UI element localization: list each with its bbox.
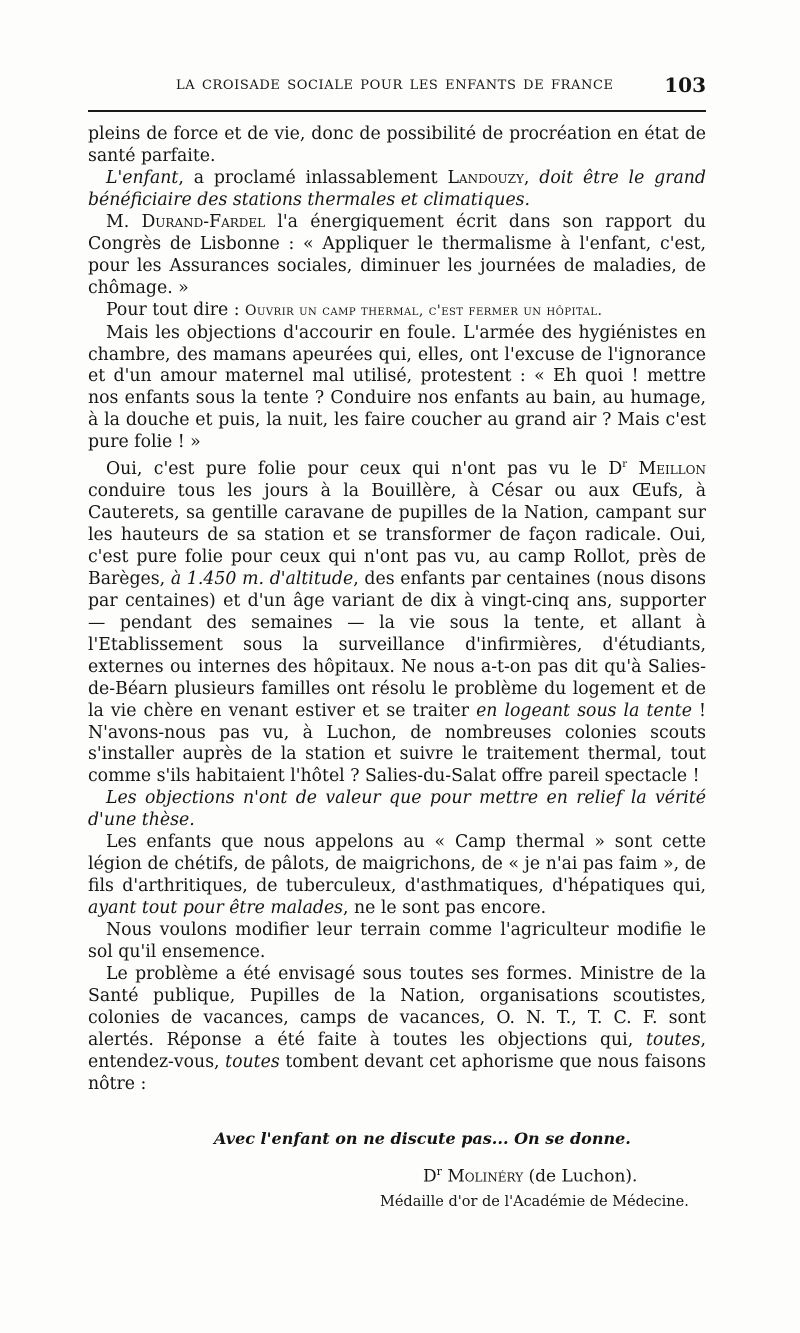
- author-name: Durand-Fardel: [141, 211, 266, 232]
- superscript: r: [622, 459, 628, 471]
- paragraph: [88, 788, 706, 832]
- italic-text: L'enfant: [106, 167, 179, 188]
- paragraph-text: , des enfants par centaines (nous disons par centaines) et d'un âge variant de dix à vingt-cinq ans, supporter — pendant des semaines — la vie sous la tente, et allant à l'Etablissement sous la surveillance d'infirmières, d'étudiants, externes ou internes des hôpitaux. Ne nous a-t-on pas dit qu'à Salies-de-Béarn plusieurs familles ont résolu le problème du logement et de la vie chère en venant estiver et se traiter: [88, 568, 706, 721]
- body-text: [88, 124, 706, 1096]
- running-title: LA CROISADE SOCIALE POUR LES ENFANTS DE FRANCE: [176, 78, 614, 93]
- paragraph-text: , entendez-vous,: [88, 1029, 706, 1072]
- page-number: 103: [664, 73, 706, 97]
- italic-text: à 1.450 m. d'altitude: [170, 568, 354, 589]
- paragraph: [88, 168, 706, 212]
- paragraph-text: Nous voulons modifier leur terrain comme l'agriculteur modifie le sol qu'il ensemence.: [88, 920, 706, 963]
- paragraph-text: Oui, c'est pure folie pour ceux qui n'ont pas vu le D: [106, 459, 623, 480]
- paragraph: [88, 124, 706, 168]
- paragraph: [88, 323, 706, 455]
- motto: Avec l'enfant on ne discute pas... On se donne.: [214, 1129, 631, 1148]
- paragraph-text: ! N'avons-nous pas vu, à Luchon, de nombreuses colonies scouts s'installer auprès de la station et suivre le traitement thermal, tout comme s'ils habitaient l'hôtel ? Salies-du-Salat offre pareil spectacle !: [88, 700, 706, 787]
- paragraph-text: M.: [106, 211, 142, 232]
- paragraph-text: tombent devant cet aphorisme que nous faisons nôtre :: [88, 1051, 707, 1094]
- small-caps-slogan: Ouvrir un camp thermal, c'est fermer un hôpital.: [245, 302, 603, 319]
- paragraph-text: , ne le sont pas encore.: [343, 898, 547, 919]
- paragraph: [88, 964, 706, 1096]
- affiliation: Médaille d'or de l'Académie de Médecine.: [380, 1194, 689, 1210]
- paragraph-text: Les enfants que nous appelons au « Camp thermal » sont cette légion de chétifs, de pâlots, de maigrichons, de « je n'ai pas faim », de fils d'arthritiques, de tuberculeux, d'asthmatiques, d'hépatiques qui,: [88, 832, 706, 897]
- italic-text: ayant tout pour être malades: [88, 898, 344, 919]
- paragraph-text: conduire tous les jours à la Bouillère, à César ou aux Œufs, à Cauterets, sa gentille caravane de pupilles de la Nation, campant sur les hauteurs de sa station et se transformer de façon radicale. Oui, c'est pure folie pour ceux qui n'ont pas vu, au camp Rollot, près de Barèges,: [88, 481, 706, 589]
- paragraph-text: ,: [523, 167, 540, 188]
- italic-text: Les objections n'ont de valeur que pour mettre en relief la vérité d'une thèse.: [88, 788, 706, 831]
- signature-name: Molinéry: [447, 1166, 524, 1187]
- paragraph: [88, 832, 706, 920]
- italic-text: toutes: [645, 1029, 701, 1050]
- signature: [423, 1165, 637, 1187]
- paragraph: [88, 300, 706, 323]
- paragraph: [88, 212, 706, 300]
- paragraph-text: l'a énergiquement écrit dans son rapport du Congrès de Lisbonne : « Appliquer le thermalisme à l'enfant, c'est, pour les Assurances sociales, diminuer les journées de maladies, de chômage. »: [88, 211, 706, 298]
- paragraph-text: Mais les objections d'accourir en foule. L'armée des hygiénistes en chambre, des mamans apeurées qui, elles, ont l'excuse de l'ignorance et d'un amour maternel mal utilisé, protestent : « Eh quoi ! mettre nos enfants sous la tente ? Conduire nos enfants au bain, au humage, à la douche et puis, la nuit, les faire coucher au grand air ? Mais c'est pure folie ! »: [88, 322, 706, 453]
- paragraph-text: pleins de force et de vie, donc de possibilité de procréation en état de santé parfaite.: [88, 124, 706, 166]
- italic-text: doit être le grand bénéficiaire des stations thermales et climatiques.: [88, 167, 706, 210]
- author-name: Meillon: [638, 459, 706, 480]
- paragraph-text: , a proclamé inlassablement: [178, 167, 448, 188]
- signature-title: D: [423, 1166, 437, 1187]
- italic-text: en logeant sous la tente: [476, 700, 692, 721]
- superscript: r: [436, 1165, 442, 1178]
- paragraph: [88, 454, 706, 788]
- paragraph: [88, 920, 706, 964]
- italic-text: toutes: [225, 1051, 280, 1072]
- paragraph-text: Pour tout dire :: [106, 299, 246, 320]
- header-rule: [88, 110, 706, 112]
- signature-place: (de Luchon).: [528, 1166, 638, 1187]
- author-name: Landouzy: [447, 167, 524, 188]
- paragraph-text: Le problème a été envisagé sous toutes ses formes. Ministre de la Santé publique, Pupilles de la Nation, organisations scoutistes, colonies de vacances, camps de vacances, O. N. T., T. C. F. sont alertés. Réponse a été faite à toutes les objections qui,: [88, 963, 706, 1050]
